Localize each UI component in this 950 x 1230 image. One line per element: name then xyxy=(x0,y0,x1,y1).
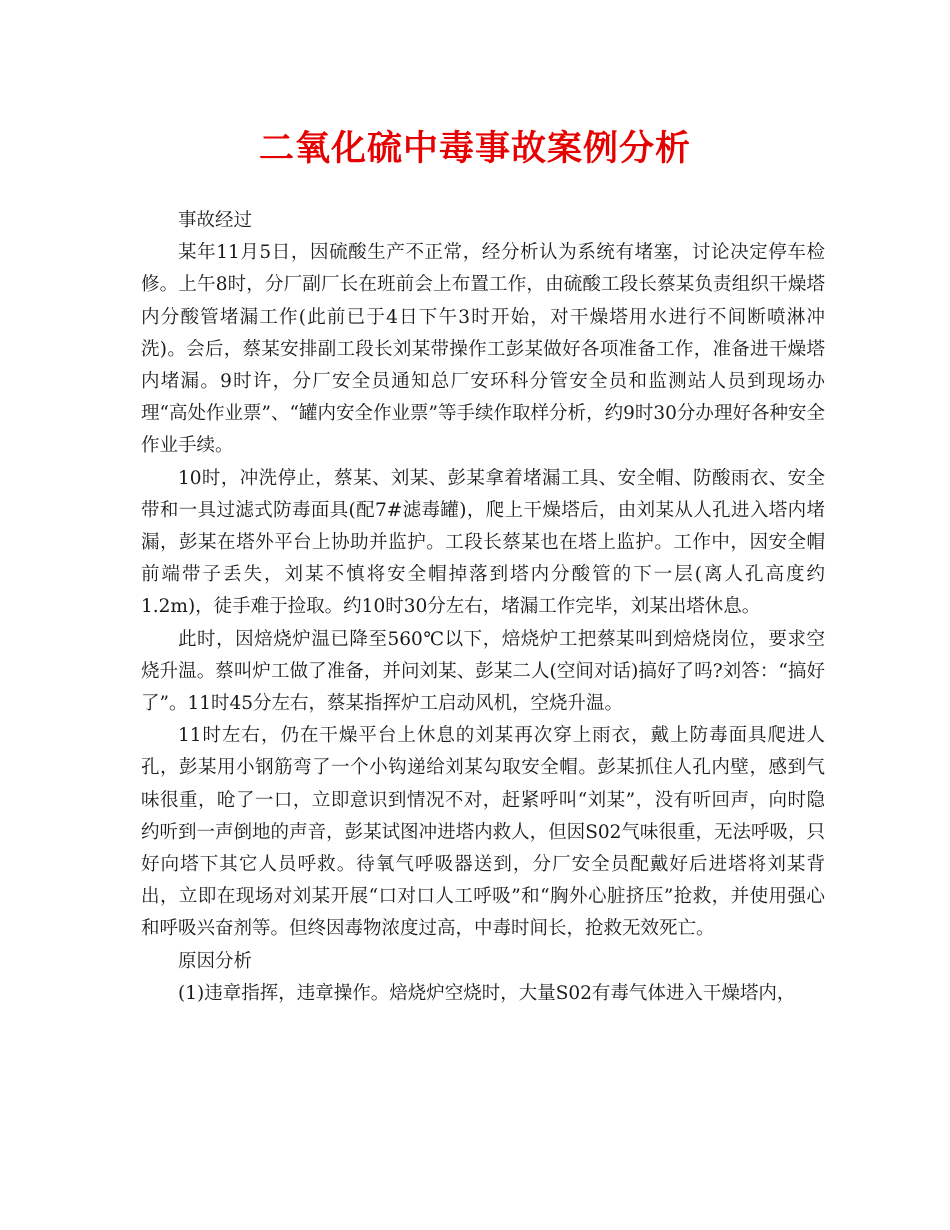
document-title: 二氧化硫中毒事故案例分析 xyxy=(258,129,691,169)
paragraph: 此时，因焙烧炉温已降至560℃以下，焙烧炉工把蔡某叫到焙烧岗位，要求空烧升温。蔡叫炉工做了准备，并问刘某、彭某二人(空间对话)搞好了吗?刘答：“搞好了”。11时45分左右，蔡某指挥炉工启动风机，空烧升温。 xyxy=(141,628,825,715)
document-body xyxy=(141,205,825,1010)
paragraph: (1)违章指挥，违章操作。焙烧炉空烧时，大量S02有毒气体进入干燥塔内， xyxy=(178,982,796,1004)
paragraph: 某年11月5日，因硫酸生产不正常，经分析认为系统有堵塞，讨论决定停车检修。上午8时，分厂副厂长在班前会上布置工作，由硫酸工段长蔡某负责组织干燥塔内分酸管堵漏工作(此前已于4日下午3时开始，对干燥塔用水进行不间断喷淋冲洗)。会后，蔡某安排副工段长刘某带操作工彭某做好各项准备工作，准备进干燥塔内堵漏。9时许，分厂安全员通知总厂安环科分管安全员和监测站人员到现场办理“高处作业票”、“罐内安全作业票”等手续作取样分析，约9时30分办理好各种安全作业手续。 xyxy=(141,242,825,457)
section-heading-accident-process: 事故经过 xyxy=(178,210,253,231)
paragraph: 11时左右，仍在干燥平台上休息的刘某再次穿上雨衣，戴上防毒面具爬进人孔，彭某用小钢筋弯了一个小钩递给刘某勾取安全帽。彭某抓住人孔内壁，感到气味很重，呛了一口，立即意识到情况不对，赶紧呼叫“刘某”，没有听回声，向时隐约听到一声倒地的声音，彭某试图冲进塔内救人，但因S02气味很重，无法呼吸，只好向塔下其它人员呼救。待氧气呼吸器送到，分厂安全员配戴好后进塔将刘某背出，立即在现场对刘某开展“口对口人工呼吸”和“胸外心脏挤压”抢救，并使用强心和呼吸兴奋剂等。但终因毒物浓度过高，中毒时间长，抢救无效死亡。 xyxy=(141,725,825,940)
section-heading-cause-analysis: 原因分析 xyxy=(178,950,253,972)
paragraph: 10时，冲洗停止，蔡某、刘某、彭某拿着堵漏工具、安全帽、防酸雨衣、安全带和一具过滤式防毒面具(配7#滤毒罐)，爬上干燥塔后，由刘某从人孔进入塔内堵漏，彭某在塔外平台上协助并监护。工段长蔡某也在塔上监护。工作中，因安全帽前端带子丢失，刘某不慎将安全帽掉落到塔内分酸管的下一层(离人孔高度约1.2m)，徒手难于捡取。约10时30分左右，堵漏工作完毕，刘某出塔休息。 xyxy=(141,467,825,618)
